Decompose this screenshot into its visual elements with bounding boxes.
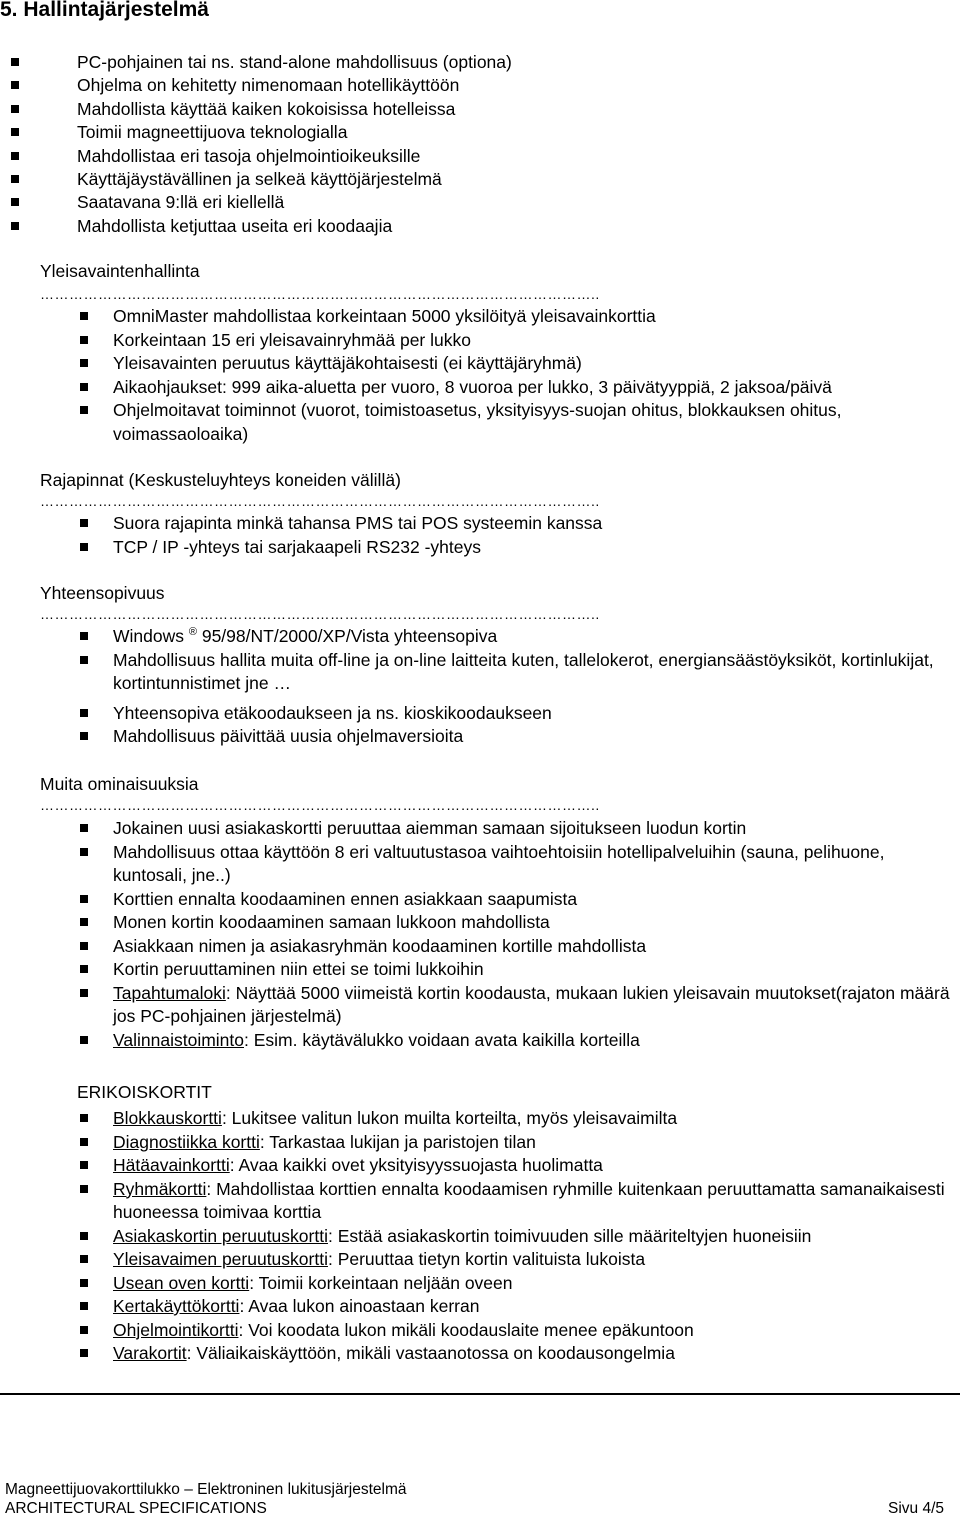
dotted-separator: …………………………………………………………………………………………………….. [40, 798, 600, 812]
list-item: TCP / IP -yhteys tai sarjakaapeli RS232 -yhteys [113, 536, 602, 560]
windows-label: Windows [113, 626, 184, 646]
term-label: Asiakaskortin peruutuskortti [113, 1225, 328, 1246]
term-description: : Avaa kaikki ovet yksityisyyssuojasta huolimatta [229, 1155, 603, 1175]
list-item [113, 1131, 953, 1155]
term-description: : Toimii korkeintaan neljään oveen [249, 1272, 513, 1293]
term-label: Yleisavaimen peruutuskortti [113, 1249, 328, 1269]
term-label: Varakortit [113, 1343, 187, 1363]
dotted-separator: …………………………………………………………………………………………………….. [40, 287, 600, 301]
list-item: PC-pohjainen tai ns. stand-alone mahdollisuus (optiona) [77, 51, 512, 74]
list-item: Suora rajapinta minkä tahansa PMS tai POS systeemin kanssa [113, 512, 602, 536]
term-description: : Avaa lukon ainoastaan kerran [239, 1296, 480, 1316]
term-description: : Voi koodata lukon mikäli koodauslaite menee epäkuntoon [238, 1319, 694, 1340]
muita-list [113, 817, 953, 1052]
rajapinnat-list [113, 512, 602, 559]
list-item: Monen kortin koodaaminen samaan lukkoon mahdollista [113, 911, 953, 935]
intro-list [77, 51, 512, 238]
registered-mark: ® [188, 626, 197, 639]
list-item [113, 1248, 953, 1272]
term-label: Blokkauskortti [113, 1108, 222, 1128]
list-item [113, 1154, 953, 1178]
section-title-muita: Muita ominaisuuksia [40, 774, 199, 794]
page-number: Sivu 4/5 [887, 1500, 944, 1517]
list-item [113, 1225, 953, 1249]
list-item [113, 1295, 953, 1319]
term-description: : Estää asiakaskortin toimivuuden sille määriteltyjen huoneisiin [327, 1225, 812, 1246]
section-title-yhteensopivuus: Yhteensopivuus [40, 583, 165, 603]
term-label: Ryhmäkortti [113, 1178, 207, 1199]
list-item: Saatavana 9:llä eri kiellellä [77, 191, 512, 214]
footer-subtitle: ARCHITECTURAL SPECIFICATIONS [5, 1500, 267, 1517]
list-item: Toimii magneettijuova teknologialla [77, 121, 512, 144]
list-item [113, 982, 953, 1029]
yhteensopivuus-list [113, 625, 953, 749]
list-item: Mahdollista ketjuttaa useita eri koodaajia [77, 215, 512, 238]
term-description: : Lukitsee valitun lukon muilta korteilta, myös yleisavaimilta [221, 1108, 678, 1128]
list-item [113, 1272, 953, 1296]
term-label: Kertakäyttökortti [113, 1296, 240, 1316]
term-description: : Peruuttaa tietyn kortin valituista lukoista [327, 1249, 646, 1269]
list-item: Mahdollisuus päivittää uusia ohjelmaversioita [113, 725, 953, 749]
list-item [113, 1342, 953, 1366]
dotted-separator: …………………………………………………………………………………………………….. [40, 607, 600, 621]
list-item: Ohjelmoitavat toiminnot (vuorot, toimistoasetus, yksityisyys-suojan ohitus, blokkauksen ohitus, voimassaoloaika) [113, 399, 953, 446]
term-label: Usean oven kortti [113, 1272, 250, 1293]
term-label: Valinnaistoiminto [113, 1029, 244, 1050]
term-description: : Mahdollistaa korttien ennalta koodaamisen ryhmille kuitenkaan peruuttamatta samanaikaisesti huoneessa toimivaa korttia [113, 1178, 945, 1222]
list-item: Mahdollistaa eri tasoja ohjelmointioikeuksille [77, 145, 512, 168]
term-label: Hätäavainkortti [113, 1155, 230, 1175]
list-item: Mahdollista käyttää kaiken kokoisissa hotelleissa [77, 98, 512, 121]
term-label: Ohjelmointikortti [113, 1319, 239, 1340]
page-heading: 5. Hallintajärjestelmä [0, 0, 209, 21]
term-description: : Tarkastaa lukijan ja paristojen tilan [259, 1131, 536, 1152]
list-item: Aikaohjaukset: 999 aika-aluetta per vuoro, 8 vuoroa per lukko, 3 päivätyyppiä, 2 jaksoa/päivä [113, 376, 953, 400]
list-item: Käyttäjäystävällinen ja selkeä käyttöjärjestelmä [77, 168, 512, 191]
list-item: Korttien ennalta koodaaminen ennen asiakkaan saapumista [113, 888, 953, 912]
windows-compat-text: 95/98/NT/2000/XP/Vista yhteensopiva [196, 626, 498, 646]
footer-title: Magneettijuovakorttilukko – Elektroninen lukitusjärjestelmä [5, 1481, 407, 1498]
list-item: Mahdollisuus hallita muita off-line ja on-line laitteita kuten, tallelokerot, energiansäästöyksiköt, kortinlukijat, kortintunnistimet jne … [113, 649, 953, 696]
list-item: OmniMaster mahdollistaa korkeintaan 5000 yksilöityä yleisavainkorttia [113, 305, 953, 329]
term-description: : Näyttää 5000 viimeistä kortin koodausta, mukaan lukien yleisavain muutokset(rajaton määrä jos PC-pohjainen järjestelmä) [113, 982, 950, 1026]
list-item: Ohjelma on kehitetty nimenomaan hotellikäyttöön [77, 74, 512, 97]
term-label: Diagnostiikka kortti [113, 1131, 260, 1152]
list-item: Korkeintaan 15 eri yleisavainryhmää per lukko [113, 329, 953, 353]
list-item [113, 1029, 953, 1053]
section-title-rajapinnat: Rajapinnat (Keskusteluyhteys koneiden välillä) [40, 470, 401, 490]
term-label: Tapahtumaloki [113, 982, 226, 1003]
list-item: Asiakkaan nimen ja asiakasryhmän koodaaminen kortille mahdollista [113, 935, 953, 959]
list-item [113, 1319, 953, 1343]
section-title-erikoiskortit: ERIKOISKORTIT [77, 1082, 212, 1102]
section-title-yleisavain: Yleisavaintenhallinta [40, 261, 200, 281]
list-item [113, 1107, 953, 1131]
list-item: Jokainen uusi asiakaskortti peruuttaa aiemman samaan sijoitukseen luodun kortin [113, 817, 953, 841]
list-item: Kortin peruuttaminen niin ettei se toimi lukkoihin [113, 958, 953, 982]
yleisavain-list [113, 305, 953, 446]
list-item: Mahdollisuus ottaa käyttöön 8 eri valtuutustasoa vaihtoehtoisiin hotellipalveluihin (sauna, pelihuone, kuntosali, jne..) [113, 841, 953, 888]
term-description: : Esim. käytävälukko voidaan avata kaikilla korteilla [244, 1029, 640, 1050]
erikoiskortit-list [113, 1107, 953, 1366]
list-item: Yleisavainten peruutus käyttäjäkohtaisesti (ei käyttäjäryhmä) [113, 352, 953, 376]
term-description: : Väliaikaiskäyttöön, mikäli vastaanotossa on koodausongelmia [186, 1343, 675, 1363]
list-item: Yhteensopiva etäkoodaukseen ja ns. kioskikoodaukseen [113, 702, 953, 726]
dotted-separator: …………………………………………………………………………………………………….. [40, 494, 600, 508]
list-item [113, 1178, 953, 1225]
footer-divider [0, 1393, 960, 1395]
list-item [113, 625, 953, 649]
